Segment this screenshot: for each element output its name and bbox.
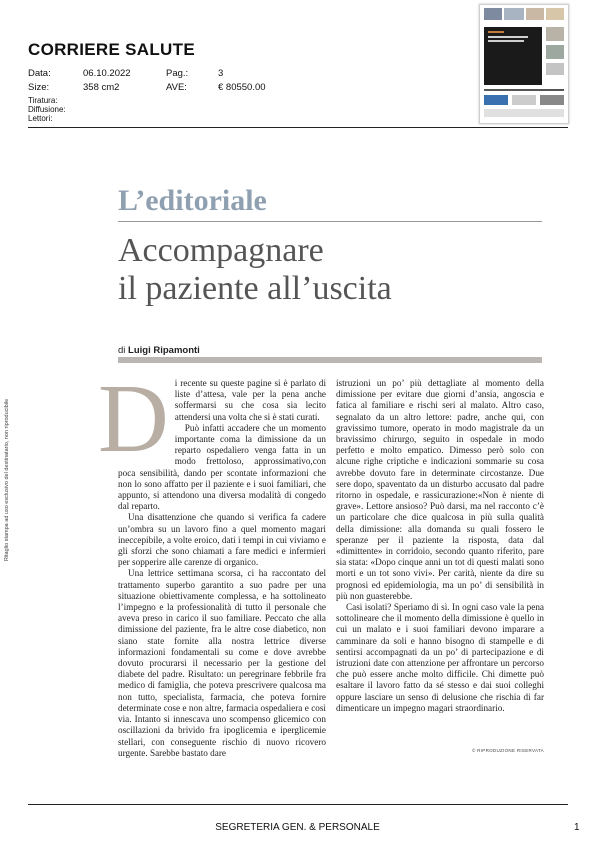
paragraph: Casi isolati? Speriamo di sì. In ogni caso vale la pena sottolineare che il momento della dimissione è quello in cui un malato e i suoi familiari devono imparare a camminare da soli e hanno bisogno di stampelle e di sentirsi accompagnati da un po’ di partecipazione e di istruzioni date con attenzione per affrontare un percorso che può essere anche molto difficile. Chi dimette può esaltare il lavoro fatto da sé stesso e dai suoi colleghi oppure lasciare un senso di delusione che rischia di far dimenticare un impegno magari straordinario. bbox=[336, 602, 544, 713]
headline bbox=[118, 232, 538, 308]
paragraph: Può infatti accadere che un momento importante coma la dimissione da un reparto ospedaliero venga fatta in un modo frettoloso, approssimativo,con poca sensibilità, dando per scontate informazioni che non lo sono affatto per il paziente e i suoi familiari, che appunto, si attendono una diversa modalità di congedo dal reparto. bbox=[118, 422, 326, 512]
drop-cap: D bbox=[98, 365, 169, 473]
paragraph: Una lettrice settimana scorsa, ci ha raccontato del trattamento superbo garantito a suo padre per una situazione obiettivamente complessa, e ha sottolineato l’impegno e la professionalità di tutto il personale che aveva preso in carico il suo familiare. Peccato che alla dimissione del paziente, fra le altre cose diabetico, non siano state fornite alla nostra lettrice diverse informazioni fondamentali su come e dove avrebbe dovuto procurarsi il necessario per la gestione del diabete del padre. Risultato: un peregrinare febbrile fra medico di famiglia, che poteva prescrivere qualcosa ma non tutto, specialista, farmacia, che poteva fornire determinate cose e non altre, farmacia ospedaliera e così via. Intanto si innescava uno scompenso glicemico con oscillazioni da brivido fra ipoglicemia e iperglicemie stellari, con conseguente rischio di nuovo ricovero urgente. Sarebbe bastato dare bbox=[118, 568, 326, 758]
publication-title: CORRIERE SALUTE bbox=[28, 40, 195, 59]
header-rule bbox=[28, 127, 568, 128]
reproduction-notice: © RIPRODUZIONE RISERVATA bbox=[472, 748, 544, 753]
section-title: L’editoriale bbox=[118, 184, 267, 217]
paragraph: Una disattenzione che quando si verifica fa cadere un’ombra su un lavoro fino a quel momento magari ineccepibile, a volte eroico, dati i tempi in cui viviamo e gli sforzi che sono chiamati a fare medici e infermieri per sopperire alle carenze di organico. bbox=[118, 512, 326, 568]
date-value: 06.10.2022 bbox=[83, 68, 131, 79]
page-thumbnail[interactable] bbox=[479, 4, 569, 124]
footer-rule bbox=[28, 804, 568, 805]
headline-line-2: il paziente all’uscita bbox=[118, 270, 392, 307]
byline-author: Luigi Ripamonti bbox=[128, 345, 200, 356]
paragraph: istruzioni un po’ più dettagliate al momento della dimissione per evitare due giorni d’ansia, angoscia e fatica al familiare e rischi seri al malato. Altro caso, segnalato da un altro lettore: padre, anche qui, con gravissimo tumore, operato in modo magistrale da un bravissimo chirurgo, seguito in ospedale in modo perfetto e molto empatico. Dimesso però solo con alcune righe criptiche e indicazioni sommarie su cosa avrebbe dovuto fare in determinate circostanze. Due sere dopo, spaventato da un disturbo accusato dal padre ritorno in ospedale, e rassicurazione:«Non è niente di grave». Lettore ansioso? Può darsi, ma nel racconto c’è un particolare che dice qualcosa in più sulla qualità della dimissione: alla domanda su quali fossero le speranze per il paziente la risposta, data dal «dimittente» in corridoio, secondo quanto riferito, pare sia stata: «Dopo cinque anni un tot di questi malati sono morti e un tot sono vivi». Per carità, niente da dire su prognosi ed epidemiologia, ma un po’ di sensibilità in più non guasterebbe. bbox=[336, 378, 544, 601]
page-label: Pag.: bbox=[166, 68, 189, 79]
section-rule bbox=[118, 221, 542, 222]
byline-prefix: di bbox=[118, 345, 126, 356]
ave-label: AVE: bbox=[166, 82, 187, 93]
byline bbox=[118, 345, 200, 356]
byline-bar bbox=[118, 357, 542, 363]
paragraph: i recente su queste pagine si è parlato di liste d’attesa, vale per la pena anche soffermarsi su che cosa sia lecito attendersi una volta che si è stati curati. bbox=[174, 378, 326, 422]
size-value: 358 cm2 bbox=[83, 82, 120, 93]
ave-value: € 80550.00 bbox=[218, 82, 266, 93]
lettori-label: Lettori: bbox=[28, 114, 53, 123]
footer-page-number: 1 bbox=[574, 822, 580, 833]
article-column-1 bbox=[98, 365, 326, 759]
diffusione-label: Diffusione: bbox=[28, 105, 66, 114]
page-value: 3 bbox=[218, 68, 224, 79]
date-label: Data: bbox=[28, 68, 51, 79]
tiratura-label: Tiratura: bbox=[28, 96, 58, 105]
headline-line-1: Accompagnare bbox=[118, 232, 324, 269]
footer-client: SEGRETERIA GEN. & PERSONALE bbox=[215, 822, 380, 833]
article-column-2 bbox=[336, 378, 544, 714]
copyright-side-note: Ritaglio stampa ad uso esclusivo del destinatario, non riproducibile bbox=[4, 398, 10, 562]
size-label: Size: bbox=[28, 82, 50, 93]
